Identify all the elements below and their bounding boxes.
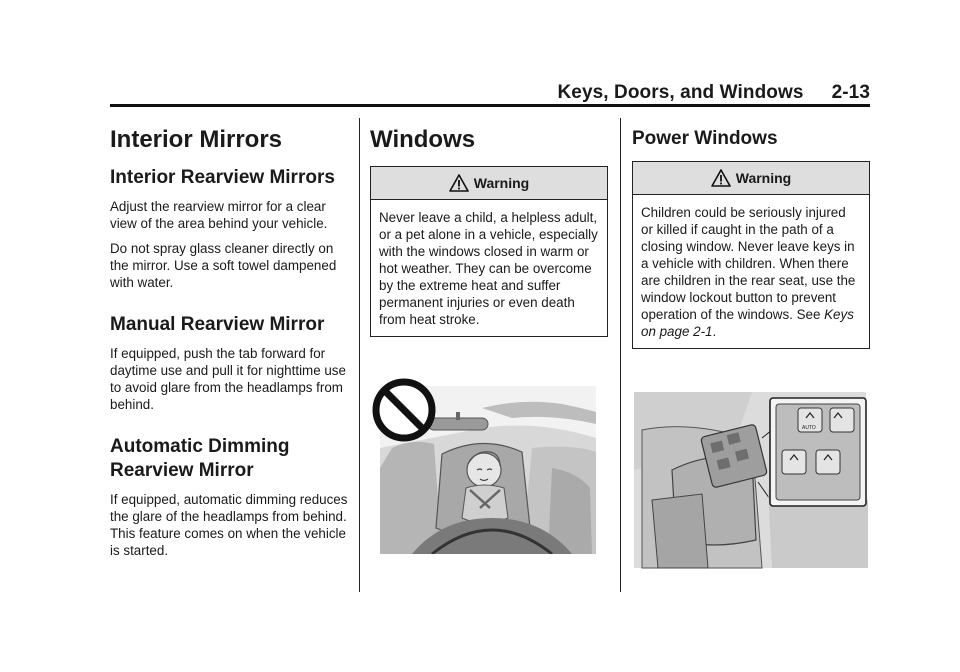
power-window-switch-illustration (632, 390, 868, 570)
warning-text: Children could be seriously injured or killed if caught in the path of a closing window. Never leave keys in a vehicle with children. When there are children in the rear seat, use the window lockout button to prevent operation of the windows. See Keys on page 2-1. (641, 205, 856, 339)
warning-label: Warning (473, 175, 530, 191)
warning-box (370, 166, 608, 337)
paragraph: Adjust the rearview mirror for a clear view of the area behind your vehicle. (110, 199, 328, 231)
cross-reference-link[interactable]: Keys on page 2-1 (641, 307, 854, 339)
warning-header (371, 167, 607, 200)
column-divider (620, 118, 621, 592)
column-power-windows (632, 118, 870, 349)
warning-triangle-icon (449, 174, 469, 192)
subheading: Automatic Dimming Rearview Mirror (110, 436, 290, 481)
paragraph: If equipped, automatic dimming reduces the glare of the headlamps from behind. This feature comes on when the vehicle is started. (110, 492, 348, 558)
no-symbol-icon (376, 382, 432, 438)
warning-text: Never leave a child, a helpless adult, or a pet alone in a vehicle, especially with the windows closed in warm or hot weather. They can be overcome by the extreme heat and suffer permanent injuries or even death from heat stroke. (379, 210, 598, 327)
warning-label: Warning (735, 170, 792, 186)
section-heading: Power Windows (632, 128, 778, 149)
subheading: Interior Rearview Mirrors (110, 167, 335, 188)
page-header (110, 82, 870, 104)
auto-label: AUTO (802, 425, 816, 431)
warning-header (633, 162, 869, 195)
child-in-car-illustration (372, 378, 598, 554)
page-number: 2-13 (831, 82, 870, 103)
section-heading: Interior Mirrors (110, 126, 283, 153)
header-rule (110, 104, 870, 107)
section-heading: Windows (370, 126, 476, 153)
paragraph: If equipped, push the tab forward for daytime use and pull it for nighttime use to avoid glare from the headlamps from behind. (110, 346, 346, 412)
subheading: Manual Rearview Mirror (110, 314, 325, 335)
column-divider (359, 118, 360, 592)
paragraph: Do not spray glass cleaner directly on the mirror. Use a soft towel dampened with water. (110, 241, 337, 290)
switch-panel-inset (770, 398, 866, 506)
column-interior-mirrors (110, 118, 348, 567)
column-windows (370, 118, 608, 337)
warning-triangle-icon (711, 169, 731, 187)
warning-box (632, 161, 870, 349)
section-title: Keys, Doors, and Windows (557, 82, 804, 103)
